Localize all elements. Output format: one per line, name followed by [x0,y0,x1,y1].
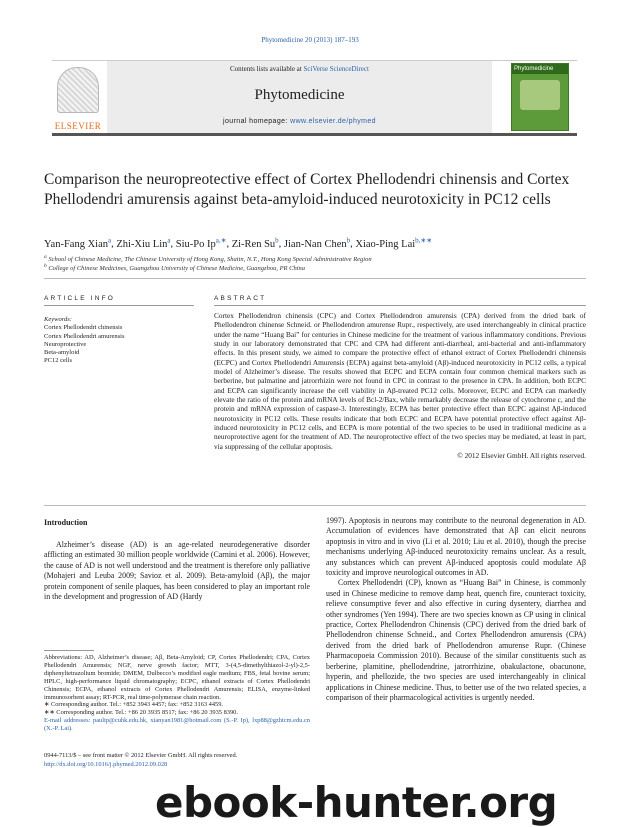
author-affiliation-marker: b [346,236,351,244]
author-affiliation-marker: a [107,236,112,244]
divider [44,305,194,306]
watermark: ebook-hunter.org [155,778,558,827]
intro-left-column: Alzheimer’s disease (AD) is an age-related neurodegenerative disorder afflicting an estimated 30 million people worldwide (Carnini et al. 2006). However, the cause of AD is not well understood and the treatment is therefore only palliative (Mohajeri and Leuba 2009; Savioz et al. 2009). Beta-amyloid (Aβ), the major protein component of senile plaques, has been considered to play an important role in the development and progression of AD (Hardy [44,540,310,602]
journal-header [52,60,577,136]
keyword-item: Cortex Phellodendri chinensis [44,324,123,332]
header-center [107,61,492,133]
affiliation-b: $^b$ College of Chinese Medicines, Guangzhou University of Chinese Medicine, Guangzhou, PR China [44,263,306,273]
cover-title: Phytomedicine [512,64,568,74]
corresponding-author-2: ∗∗ Corresponding author. Tel.: +86 20 3935 8517; fax: +86 20 3935 8390. [44,709,238,717]
homepage-link[interactable]: www.elsevier.de/phymed [290,118,376,125]
intro-paragraph: 1997). Apoptosis in neurons may contribute to the neuronal degeneration in AD. Accumulation of evidences have demonstrated that Aβ can elicit neurons apoptosis in vitro and in vivo (Li et al. 2010; Liu et al. 2010), though the precise mechanisms underlying Aβ-induced neurotoxicity remains unclear. As a result, any substances which can prevent Aβ-induced apoptosis could modulate Aβ toxicity and improve neurological outcomes in AD. [326,516,586,578]
author-name: Yan-Fang Xian$^a$ [44,236,112,250]
author-affiliation-marker: b,∗∗ [415,236,433,244]
divider [214,305,586,306]
journal-cover-thumbnail [511,63,569,131]
keywords-block [44,316,194,366]
copyright: © 2012 Elsevier GmbH. All rights reserved. [457,451,586,461]
abbreviations: Abbreviations: AD, Alzheimer’s disease; Aβ, Beta-Amyloid; CP, Cortex Phellodendri; CPA, Cortex Phellodendri Amurensis; NGF, nerve growth factor; MTT, 3-(4,5-dimethylthiazol-2-yl)-2,5-diphenyltetrazolium bromide; DMEM, Dulbecco’s modified eagle medium; FBS, fetal bovine serum; HPLC, high-performance liquid chromatography; ECPC, ethanol extracts of Cortex Phellodendri Chinensis; ECPA, ethanol extracts of Cortex Phellodendri Amurensis; ELISA, enzyme-linked immunosorbent assay; RT-PCR, real time-polymerase chain reaction. [44,654,310,701]
issn-line: 0944-7113/$ – see front matter © 2012 Elsevier GmbH. All rights reserved. [44,752,238,759]
author-affiliation-marker: a [167,236,171,244]
doi-link[interactable]: http://dx.doi.org/10.1016/j.phymed.2012.09.028 [44,761,168,768]
intro-heading: Introduction [44,518,88,527]
article-info-heading: ARTICLE INFO [44,295,116,302]
author-name: Zhi-Xiu Lin$^a$ [116,236,171,250]
affiliation-a: $^a$ School of Chinese Medicine, The Chinese University of Hong Kong, Shatin, N.T., Hong Kong Special Administrative Region [44,254,372,264]
email-addresses[interactable]: E-mail addresses: paulip@cuhk.edu.hk, xianyan1981@hotmail.com (S.-P. Ip), lxp88@gzhtcm.edu.cn (X.-P. Lai). [44,717,310,733]
author-list: Yan-Fang Xian$^a$, Zhi-Xiu Lin$^a$, Siu-Po $Ip^{a,∗}$, Zi-Ren Su$^b$, Jian-Nan Chen$^b$, Xiao-Ping Lai$^{b,∗∗}$ [44,236,433,250]
keywords-label: Keywords: [44,316,72,323]
journal-homepage: journal homepage: www.elsevier.de/phymed [223,118,376,125]
footnote-divider [44,650,94,651]
intro-right-column [326,516,586,703]
footnotes [44,654,310,733]
author-name: Siu-Po $Ip^{a,∗}$ [175,236,227,250]
author-name: Xiao-Ping Lai$^{b,∗∗}$ [355,236,433,250]
elsevier-logo [52,61,104,133]
keyword-item: PC12 cells [44,357,72,365]
article-title: Comparison the neuropreotective effect of Cortex Phellodendri chinensis and Cortex Phellodendri amurensis against beta-amyloid-induced neurotoxicity in PC12 cells [44,171,570,208]
author-affiliation-marker: a,∗ [215,236,227,244]
journal-citation[interactable]: Phytomedicine 20 (2013) 187–193 [261,36,359,44]
journal-name: Phytomedicine [254,87,345,103]
contents-line: Contents lists available at SciVerse ScienceDirect [230,65,369,73]
elsevier-tree-icon [57,67,99,113]
author-name: Zi-Ren Su$^b$ [231,236,279,250]
keyword-item: Cortex Phellodendri amurensis [44,332,125,340]
sciencedirect-link[interactable]: SciVerse ScienceDirect [303,65,369,73]
abstract-text: Cortex Phellodendron chinensis (CPC) and Cortex Phellodendron amurensis (CPA) derived from the dried bark of Phellodendron chinense Schneid. or Phellodendron amurense Rupr., respectively, are used interchangeably in clinical practice under the name “Huang Bai” for centuries in Chinese medicine for the treatment of various inflammatory conditions. Previous study in our laboratory demonstrated that CPC and CPA had different anti-diarrheal, anti-bacterial and anti-inflammatory effects. In this present study, we aimed to compare the protective effect of ethanol extract of Cortex Phellodendri chinensis (ECPC) and Cortex Phellodendri Amurensis (ECPA) against beta-amyloid (Aβ)-induced neurotoxicity in PC12 cells, a typical model of Alzheimer’s disease. The results showed that ECPC and ECPA contain four common chemical markers such as berberine, but palmatine and jatrorrhizin were not found in CPC in contrast to the presence in CPA. In addition, both ECPC and ECPA can significantly increase the cell viability in Aβ-treated PC12 cells. Moreover, ECPC and ECPA can markedly elevate the ratio of the protein and mRNA levels of Bcl-2/Bax, while remarkably decrease the release of cytochrome c, and the protein and mRNA expression of caspase-3. Interestingly, ECPA has better protective effect than ECPC against Aβ-induced neurotoxicity in PC12 cells. These results indicate that both ECPC and ECPA have potential protective effect against Aβ-induced neurotoxicity in PC12 cells, and ECPA is more potential of the two species to be used in traditional medicine as a neuroprotective agent for the treatment of AD. The neuroprotective effect of the two species may be mediated, at least in part, via suppressing of the cellular apoptosis. © 2012 Elsevier GmbH. All rights reserved. [214,311,586,461]
divider [44,505,586,506]
author-name: Jian-Nan Chen$^b$ [283,236,351,250]
divider [44,278,586,279]
keyword-item: Beta-amyloid [44,349,80,357]
keyword-item: Neuroprotective [44,340,87,348]
elsevier-wordmark: ELSEVIER [54,121,102,131]
abstract-heading: ABSTRACT [214,295,267,302]
cover-image [520,80,560,110]
corresponding-author-1: ∗ Corresponding author. Tel.: +852 3943 4457; fax: +852 3163 4459. [44,701,224,709]
author-affiliation-marker: b [275,236,279,244]
intro-paragraph: Cortex Phellodendri (CP), known as “Huang Bai” in Chinese, is commonly used in Chinese medicine to remove damp heat, quench fire, counteract toxicity, relieve consumptive fever and also effective in curing dysentery, diarrhea and other syndromes (Yen 1994). There are two species known as CP using in clinical practice, Cortex Phellodendron Chinensis (CPC) derived from the dried bark of Phellodendron chinense Schneid., and Cortex Phellodendron amurensis (CPA) derived from the dried bark of Phellodendron amurense Rupr. (Chinese Pharmacopoeia Commission 2010). Because of the similar constituents such as berberine, plamitine, phellodendrine, jatrorrhizine, obakulactone, obacunone, hyperin, and phellozide, the two species are used interchangeably in clinical applications in Chinese medicine. Thus, to better use of the two related species, a comparison of their pharmacological activities is urgently needed. [326,578,586,702]
